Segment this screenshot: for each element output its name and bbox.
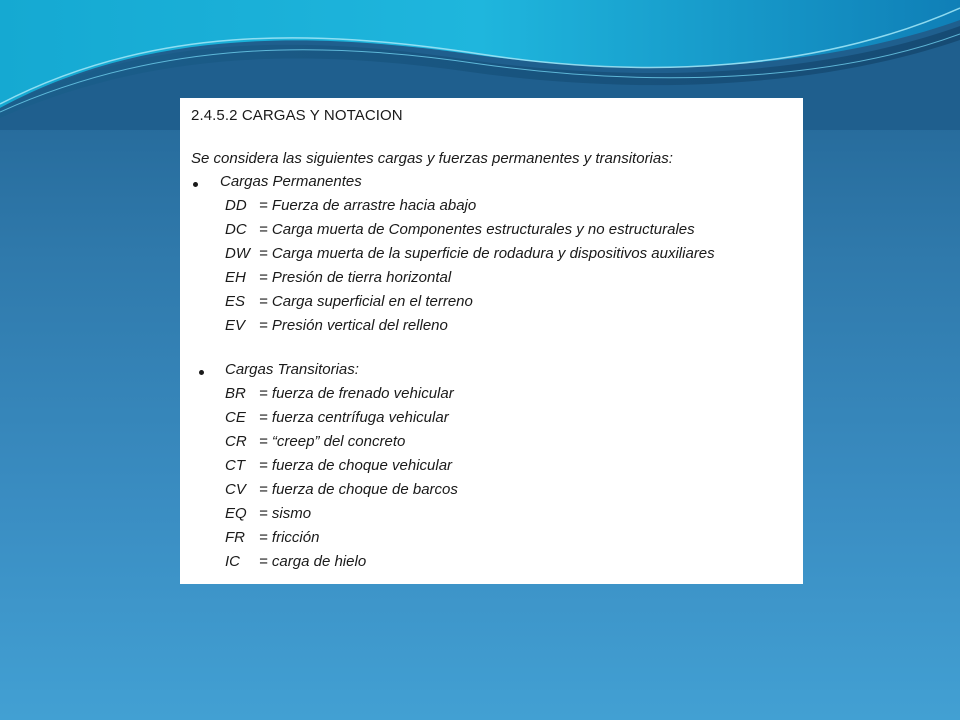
load-row-fr bbox=[180, 528, 803, 552]
load-description: = “creep” del concreto bbox=[259, 433, 406, 450]
load-code: DD bbox=[225, 197, 247, 214]
document-panel bbox=[180, 98, 803, 584]
load-row-es bbox=[180, 292, 803, 316]
intro-text: Se considera las siguientes cargas y fuerzas permanentes y transitorias: bbox=[191, 150, 673, 167]
load-description: = Carga superficial en el terreno bbox=[259, 293, 473, 310]
permanent-loads-label: Cargas Permanentes bbox=[220, 173, 362, 190]
load-code: DC bbox=[225, 221, 247, 238]
permanent-loads-section bbox=[180, 172, 803, 340]
bullet-icon bbox=[193, 182, 198, 187]
load-code: BR bbox=[225, 385, 246, 402]
load-code: CT bbox=[225, 457, 245, 474]
load-code: CE bbox=[225, 409, 246, 426]
load-row-eh bbox=[180, 268, 803, 292]
transient-loads-label: Cargas Transitorias: bbox=[225, 361, 359, 378]
load-code: DW bbox=[225, 245, 250, 262]
load-row-dd bbox=[180, 196, 803, 220]
load-description: = Presión de tierra horizontal bbox=[259, 269, 452, 286]
load-row-ct bbox=[180, 456, 803, 480]
load-description: = fuerza de choque de barcos bbox=[259, 481, 458, 498]
load-code: CR bbox=[225, 433, 247, 450]
load-description: = Presión vertical del relleno bbox=[259, 317, 448, 334]
load-row-ic bbox=[180, 552, 803, 576]
permanent-loads-heading bbox=[180, 172, 803, 196]
load-description: = sismo bbox=[259, 505, 312, 522]
load-row-ev bbox=[180, 316, 803, 340]
load-row-cr bbox=[180, 432, 803, 456]
load-description: = fuerza de frenado vehicular bbox=[259, 385, 454, 402]
load-row-cv bbox=[180, 480, 803, 504]
transient-loads-heading bbox=[180, 360, 803, 384]
load-code: IC bbox=[225, 553, 240, 570]
section-title: 2.4.5.2 CARGAS Y NOTACION bbox=[191, 107, 403, 124]
bullet-icon bbox=[199, 370, 204, 375]
load-row-dw bbox=[180, 244, 803, 268]
load-code: EH bbox=[225, 269, 246, 286]
load-description: = carga de hielo bbox=[259, 553, 367, 570]
load-description: = fuerza centrífuga vehicular bbox=[259, 409, 449, 426]
load-code: CV bbox=[225, 481, 246, 498]
load-row-ce bbox=[180, 408, 803, 432]
load-description: = Carga muerta de Componentes estructurales y no estructurales bbox=[259, 221, 695, 238]
load-description: = fuerza de choque vehicular bbox=[259, 457, 453, 474]
load-row-dc bbox=[180, 220, 803, 244]
load-code: FR bbox=[225, 529, 245, 546]
transient-loads-section bbox=[180, 360, 803, 576]
load-description: = Carga muerta de la superficie de rodadura y dispositivos auxiliares bbox=[259, 245, 715, 262]
load-code: ES bbox=[225, 293, 246, 310]
load-description: = Fuerza de arrastre hacia abajo bbox=[259, 197, 477, 214]
load-row-eq bbox=[180, 504, 803, 528]
load-code: EV bbox=[225, 317, 246, 334]
load-description: = fricción bbox=[259, 529, 320, 546]
load-code: EQ bbox=[225, 505, 247, 522]
load-row-br bbox=[180, 384, 803, 408]
